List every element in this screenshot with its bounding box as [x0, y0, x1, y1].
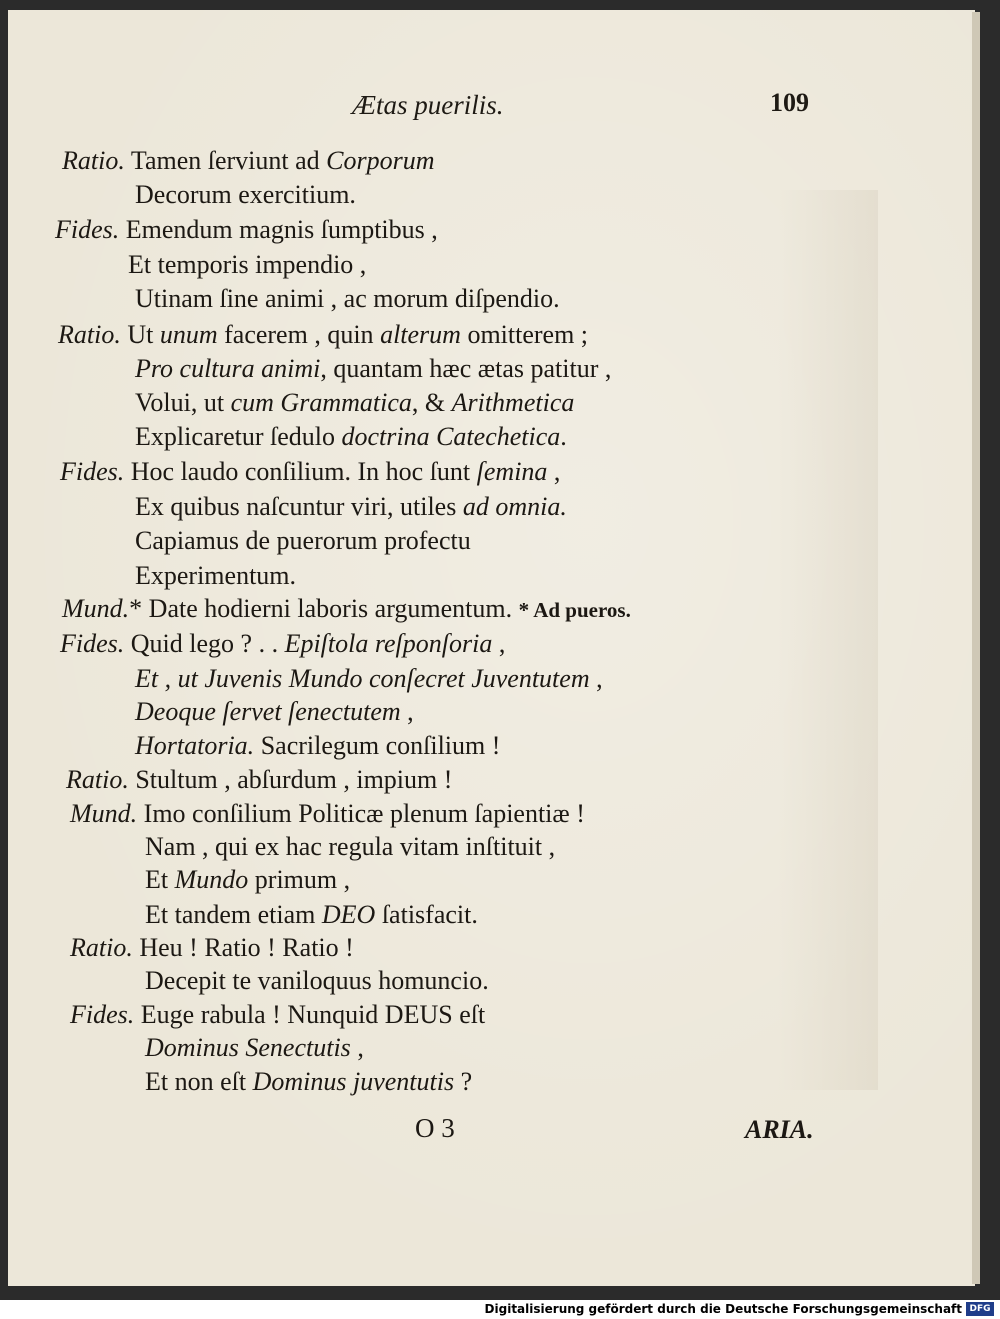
text-segment: Pro cultura animi — [135, 354, 321, 383]
text-line — [55, 215, 438, 245]
show-through-shadow — [778, 190, 878, 1090]
text-segment: * Date hodierni laboris argumentum. — [129, 594, 519, 623]
text-segment: Ut — [120, 320, 160, 349]
speaker-label: Ratio. — [62, 146, 125, 175]
text-line — [135, 664, 603, 694]
speaker-label: Fides. — [70, 1000, 135, 1029]
text-line — [145, 900, 478, 930]
text-segment: Imo conſilium Politicæ plenum ſapientiæ ! — [137, 799, 585, 828]
signature-mark: O 3 — [415, 1113, 455, 1143]
text-line — [135, 422, 567, 452]
text-line — [135, 180, 356, 210]
text-segment: Arithmetica — [451, 388, 575, 417]
side-note: * Ad pueros. — [518, 598, 631, 622]
text-segment: ſatisfacit. — [375, 900, 478, 929]
dfg-logo-icon: DFG — [966, 1302, 994, 1316]
text-segment: DEO — [321, 900, 376, 929]
text-line — [145, 1033, 364, 1063]
text-line — [60, 629, 505, 659]
page-edge — [972, 12, 980, 1284]
text-segment: alterum — [380, 320, 461, 349]
text-segment: cum Grammatica — [230, 388, 412, 417]
text-segment: , — [400, 697, 414, 726]
text-line — [128, 250, 366, 280]
text-segment: Quid lego ? . . — [124, 629, 285, 658]
text-line — [135, 697, 414, 727]
digitization-credit: Digitalisierung gefördert durch die Deutsche Forschungsgemeinschaft — [484, 1302, 962, 1316]
catchword: ARIA. — [745, 1115, 814, 1144]
page-number: 109 — [770, 88, 809, 117]
text-segment: Hortatoria. — [135, 731, 255, 760]
text-segment: Heu ! Ratio ! Ratio ! — [132, 933, 354, 962]
text-segment: Decepit te vaniloquus homuncio. — [145, 966, 489, 995]
text-line — [135, 526, 471, 556]
text-segment: doctrina Catechetica — [341, 422, 561, 451]
speaker-label: Mund. — [70, 799, 138, 828]
text-segment: Volui, ut — [135, 388, 231, 417]
text-segment: Et non eſt — [145, 1067, 253, 1096]
text-segment: Hoc laudo conſilium. In hoc ſunt — [124, 457, 477, 486]
text-segment: Experimentum. — [135, 561, 297, 590]
text-segment: Epiſtola reſponſoria — [284, 629, 493, 658]
running-title: Ætas puerilis. — [352, 90, 504, 120]
text-segment: ſemina — [476, 457, 548, 486]
text-segment: Dominus juventutis — [252, 1067, 455, 1096]
text-segment: unum — [159, 320, 218, 349]
text-segment: Utinam ſine animi , ac morum diſpendio. — [135, 284, 560, 313]
text-segment: Ex quibus naſcuntur viri, utiles — [135, 492, 463, 521]
text-line — [145, 832, 555, 862]
text-line — [70, 1000, 485, 1030]
speaker-label: Mund. — [62, 594, 130, 623]
text-segment: Et , ut Juvenis Mundo conſecret Juventutem — [135, 664, 590, 693]
text-line — [135, 731, 500, 761]
text-segment: Et — [145, 865, 175, 894]
text-segment: Decorum exercitium. — [135, 180, 356, 209]
text-segment: facerem , quin — [217, 320, 381, 349]
text-line — [145, 1067, 472, 1097]
text-line — [135, 354, 611, 384]
text-line — [70, 933, 354, 963]
text-segment: , — [547, 457, 561, 486]
text-segment: , & — [411, 388, 452, 417]
text-segment: Emendum magnis ſumptibus , — [119, 215, 438, 244]
text-segment: Explicaretur ſedulo — [135, 422, 342, 451]
text-line — [135, 492, 567, 522]
text-segment: Euge rabula ! Nunquid DEUS eſt — [134, 1000, 486, 1029]
text-line — [62, 594, 631, 625]
text-segment: Nam , qui ex hac regula vitam inſtituit , — [145, 832, 556, 861]
text-segment: . — [560, 422, 567, 451]
text-segment: , — [589, 664, 603, 693]
text-segment: Capiamus de puerorum profectu — [135, 526, 471, 555]
text-segment: , — [492, 629, 506, 658]
text-segment: Mundo — [174, 865, 249, 894]
speaker-label: Fides. — [55, 215, 120, 244]
text-line — [62, 146, 435, 176]
text-line — [135, 284, 560, 314]
speaker-label: Fides. — [60, 457, 125, 486]
text-segment: Corporum — [326, 146, 435, 175]
text-line — [135, 388, 574, 418]
text-segment: Stultum , abſurdum , impium ! — [128, 765, 453, 794]
text-line — [66, 765, 452, 795]
text-segment: Et tandem etiam — [145, 900, 322, 929]
text-line — [58, 320, 588, 350]
text-segment: , — [350, 1033, 364, 1062]
text-segment: , quantam hæc ætas patitur , — [320, 354, 612, 383]
speaker-label: Fides. — [60, 629, 125, 658]
text-line — [145, 966, 489, 996]
text-segment: omitterem ; — [460, 320, 589, 349]
text-line — [70, 799, 585, 829]
text-line — [135, 561, 296, 591]
text-segment: ad omnia. — [462, 492, 567, 521]
speaker-label: Ratio. — [70, 933, 133, 962]
text-segment: Et temporis impendio , — [128, 250, 367, 279]
text-segment: Dominus Senectutis — [145, 1033, 351, 1062]
text-segment: Sacrilegum conſilium ! — [254, 731, 501, 760]
text-segment: primum , — [248, 865, 351, 894]
text-segment: Deoque ſervet ſenectutem — [135, 697, 401, 726]
text-line — [145, 865, 350, 895]
text-segment: Tamen ſerviunt ad — [124, 146, 327, 175]
speaker-label: Ratio. — [58, 320, 121, 349]
text-segment: ? — [454, 1067, 473, 1096]
speaker-label: Ratio. — [66, 765, 129, 794]
text-line — [60, 457, 560, 487]
